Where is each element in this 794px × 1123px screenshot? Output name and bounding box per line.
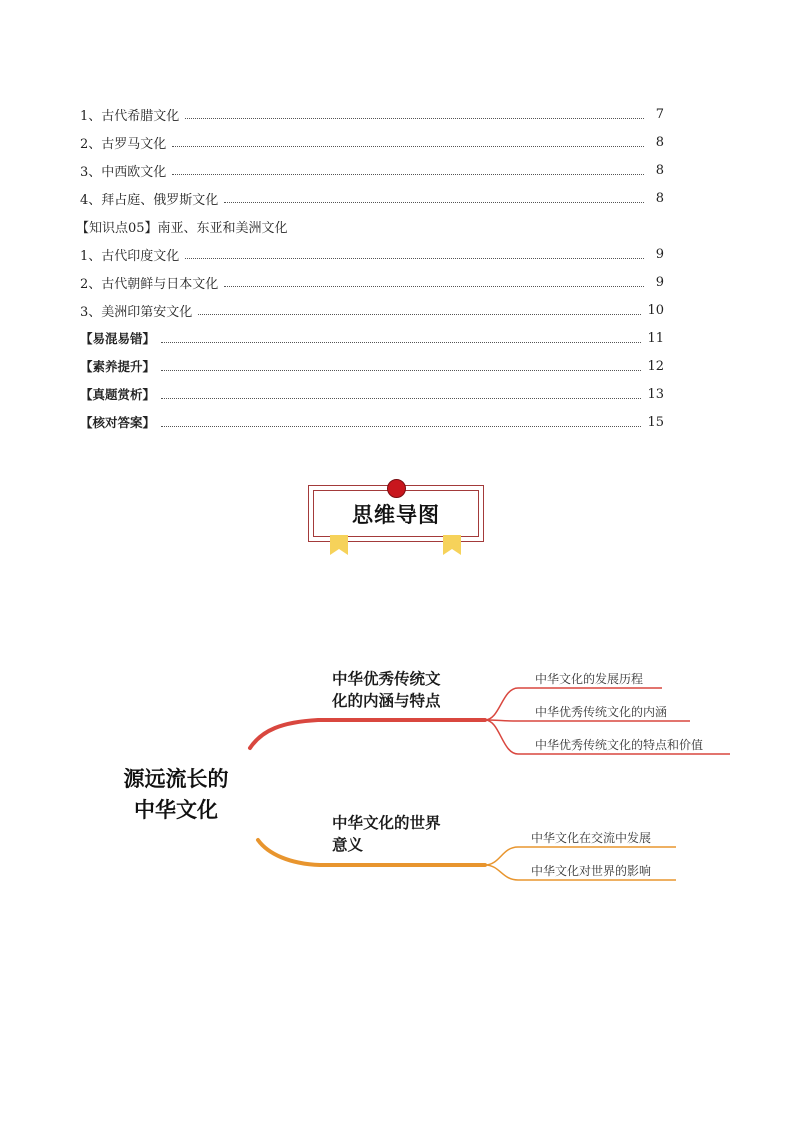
toc-row[interactable] (80, 324, 664, 352)
toc-dot-leader (172, 146, 644, 147)
toc-page-number: 12 (647, 358, 664, 374)
toc-row[interactable] (80, 184, 664, 212)
mindmap (0, 640, 794, 910)
toc-dot-leader (172, 174, 644, 175)
toc-row[interactable] (80, 240, 664, 268)
toc-row[interactable] (80, 128, 664, 156)
toc-dot-leader (198, 314, 641, 315)
toc-label: 【知识点05】南亚、东亚和美洲文化 (76, 217, 290, 236)
toc-label: 3、美洲印第安文化 (80, 301, 194, 320)
toc-row[interactable] (80, 156, 664, 184)
toc-dot-leader (161, 370, 641, 371)
branch-2-leaf-2: 中华文化对世界的影响 (531, 864, 652, 878)
root-line-1: 源远流长的 (123, 767, 229, 791)
toc-label: 1、古代希腊文化 (80, 105, 181, 124)
toc-label: 2、古代朝鲜与日本文化 (80, 273, 220, 292)
red-pin-icon (387, 479, 406, 498)
toc-page-number: 9 (648, 275, 664, 290)
toc-label: 【核对答案】 (80, 415, 156, 430)
branch-1 (332, 668, 472, 712)
branch-1-leaf-3: 中华优秀传统文化的特点和价值 (535, 738, 704, 752)
toc-page-number: 9 (648, 247, 664, 262)
ribbon-right-icon (443, 535, 461, 555)
root-line-2: 中华文化 (134, 798, 218, 822)
toc-dot-leader (161, 426, 641, 427)
toc-page-number: 7 (648, 107, 664, 122)
toc-page-number: 11 (647, 330, 664, 346)
toc-label: 4、拜占庭、俄罗斯文化 (80, 189, 220, 208)
toc-label: 【真题赏析】 (80, 387, 156, 402)
toc-dot-leader (185, 118, 644, 119)
toc-label: 【易混易错】 (80, 331, 156, 346)
branch-1-line-2: 化的内涵与特点 (332, 692, 441, 710)
branch-1-line-1: 中华优秀传统文 (332, 670, 441, 688)
toc-page-number: 15 (647, 414, 664, 430)
toc-page-number: 8 (648, 135, 664, 150)
toc-label: 【素养提升】 (80, 359, 156, 374)
toc-label: 3、中西欧文化 (80, 161, 168, 180)
toc-dot-leader (185, 258, 644, 259)
toc-row[interactable] (80, 380, 664, 408)
toc-dot-leader (224, 202, 644, 203)
toc-row[interactable] (76, 212, 664, 240)
toc-page-number: 8 (648, 163, 664, 178)
branch-2-line-1: 中华文化的世界 (332, 814, 441, 832)
branch-1-leaf-2: 中华优秀传统文化的内涵 (535, 705, 668, 719)
toc-dot-leader (161, 398, 641, 399)
toc-dot-leader (161, 342, 641, 343)
branch-2-line-2: 意义 (332, 836, 364, 854)
toc-row[interactable] (80, 268, 664, 296)
toc-row[interactable] (80, 100, 664, 128)
branch-2 (332, 812, 472, 856)
root-to-branch1-connector (250, 720, 485, 748)
toc-page-number: 8 (648, 191, 664, 206)
branch-2-leaf-1: 中华文化在交流中发展 (531, 831, 652, 845)
table-of-contents (76, 100, 664, 436)
toc-page-number: 13 (647, 386, 664, 402)
toc-dot-leader (224, 286, 644, 287)
toc-page-number: 10 (647, 302, 664, 318)
mindmap-title-box (308, 485, 484, 542)
toc-row[interactable] (80, 352, 664, 380)
toc-row[interactable] (80, 408, 664, 436)
toc-label: 1、古代印度文化 (80, 245, 181, 264)
branch-1-leaf-1: 中华文化的发展历程 (535, 672, 644, 686)
branch1-to-leaf2-connector (485, 720, 690, 721)
ribbon-left-icon (330, 535, 348, 555)
mindmap-root (112, 764, 240, 826)
toc-row[interactable] (80, 296, 664, 324)
mindmap-title: 思维导图 (352, 502, 440, 527)
toc-label: 2、古罗马文化 (80, 133, 168, 152)
